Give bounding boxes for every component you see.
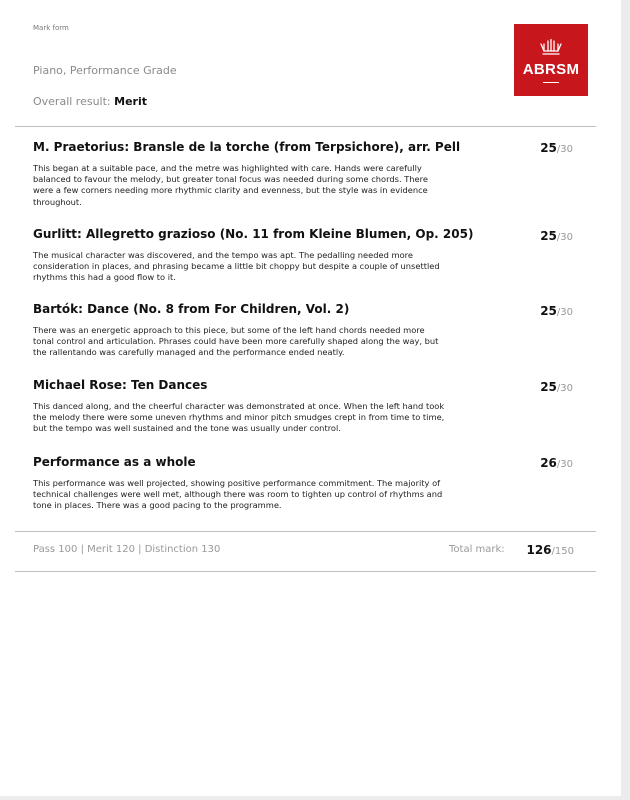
mark-value: 26 (540, 456, 557, 470)
piece-title: Bartók: Dance (No. 8 from For Children, Vol. 2) (33, 302, 350, 316)
mark-value: 25 (540, 141, 557, 155)
piece-mark (503, 229, 573, 243)
mark-out-of: /30 (556, 459, 573, 470)
piece-comment: The musical character was discovered, and the tempo was apt. The pedalling needed more consideration in places, and phrasing became a little bit choppy but despite a couple of unsettled rhythms this had a good flow to it. (33, 250, 440, 283)
piece-title: Michael Rose: Ten Dances (33, 378, 208, 392)
grade-criteria: Pass 100 | Merit 120 | Distinction 130 (33, 544, 221, 555)
mark-out-of: /30 (556, 383, 573, 394)
top-divider (15, 126, 596, 127)
piece-section (33, 227, 578, 284)
piece-mark (503, 456, 573, 470)
mark-out-of: /30 (556, 232, 573, 243)
piece-mark (503, 304, 573, 318)
piece-comment: This danced along, and the cheerful character was demonstrated at once. When the left hand took the melody there were some uneven rhythms and minor pitch smudges crept in from time to time, but the tempo was well sustained and the tone was usually under control. (33, 401, 445, 434)
document-label: Mark form (33, 24, 69, 32)
total-mark-value: 126 (526, 543, 552, 557)
logo-underline (543, 82, 559, 83)
piece-mark (503, 380, 573, 394)
piece-section (33, 378, 578, 435)
overall-result-value: Merit (114, 95, 148, 108)
total-mark-out-of: /150 (551, 546, 574, 557)
total-bottom-divider (15, 571, 596, 572)
piece-title: Gurlitt: Allegretto grazioso (No. 11 from Kleine Blumen, Op. 205) (33, 227, 474, 241)
mark-value: 25 (540, 304, 557, 318)
abrsm-logo (514, 24, 588, 96)
crown-icon (539, 38, 563, 56)
mark-out-of: /30 (556, 144, 573, 155)
piece-section (33, 455, 578, 512)
piece-comment: This began at a suitable pace, and the metre was highlighted with care. Hands were carefully balanced to favour the melody, but greater tonal focus was needed during some chords. There were a few corners needing more rhythmic clarity and evenness, but the style was in evidence throughout. (33, 163, 428, 207)
total-top-divider (15, 531, 596, 532)
overall-result (33, 95, 147, 108)
overall-result-label: Overall result: (33, 95, 115, 108)
subject-line: Piano, Performance Grade (33, 64, 177, 77)
logo-wordmark: ABRSM (522, 61, 580, 78)
piece-section (33, 302, 578, 359)
piece-comment: This performance was well projected, showing positive performance commitment. The majority of technical challenges were well met, although there was room to tighten up control of rhythms and tone in places. There was a good pacing to the programme. (33, 478, 443, 511)
piece-comment: There was an energetic approach to this piece, but some of the left hand chords needed more tonal control and articulation. Phrases could have been more carefully shaped along the way, but the rallentando was carefully managed and the performance ended neatly. (33, 325, 439, 358)
piece-title: M. Praetorius: Bransle de la torche (from Terpsichore), arr. Pell (33, 140, 461, 154)
total-mark (500, 543, 574, 557)
total-mark-label: Total mark: (449, 544, 505, 555)
mark-out-of: /30 (556, 307, 573, 318)
piece-mark (503, 141, 573, 155)
piece-section (33, 140, 578, 208)
piece-title: Performance as a whole (33, 455, 196, 469)
mark-value: 25 (540, 380, 557, 394)
mark-value: 25 (540, 229, 557, 243)
